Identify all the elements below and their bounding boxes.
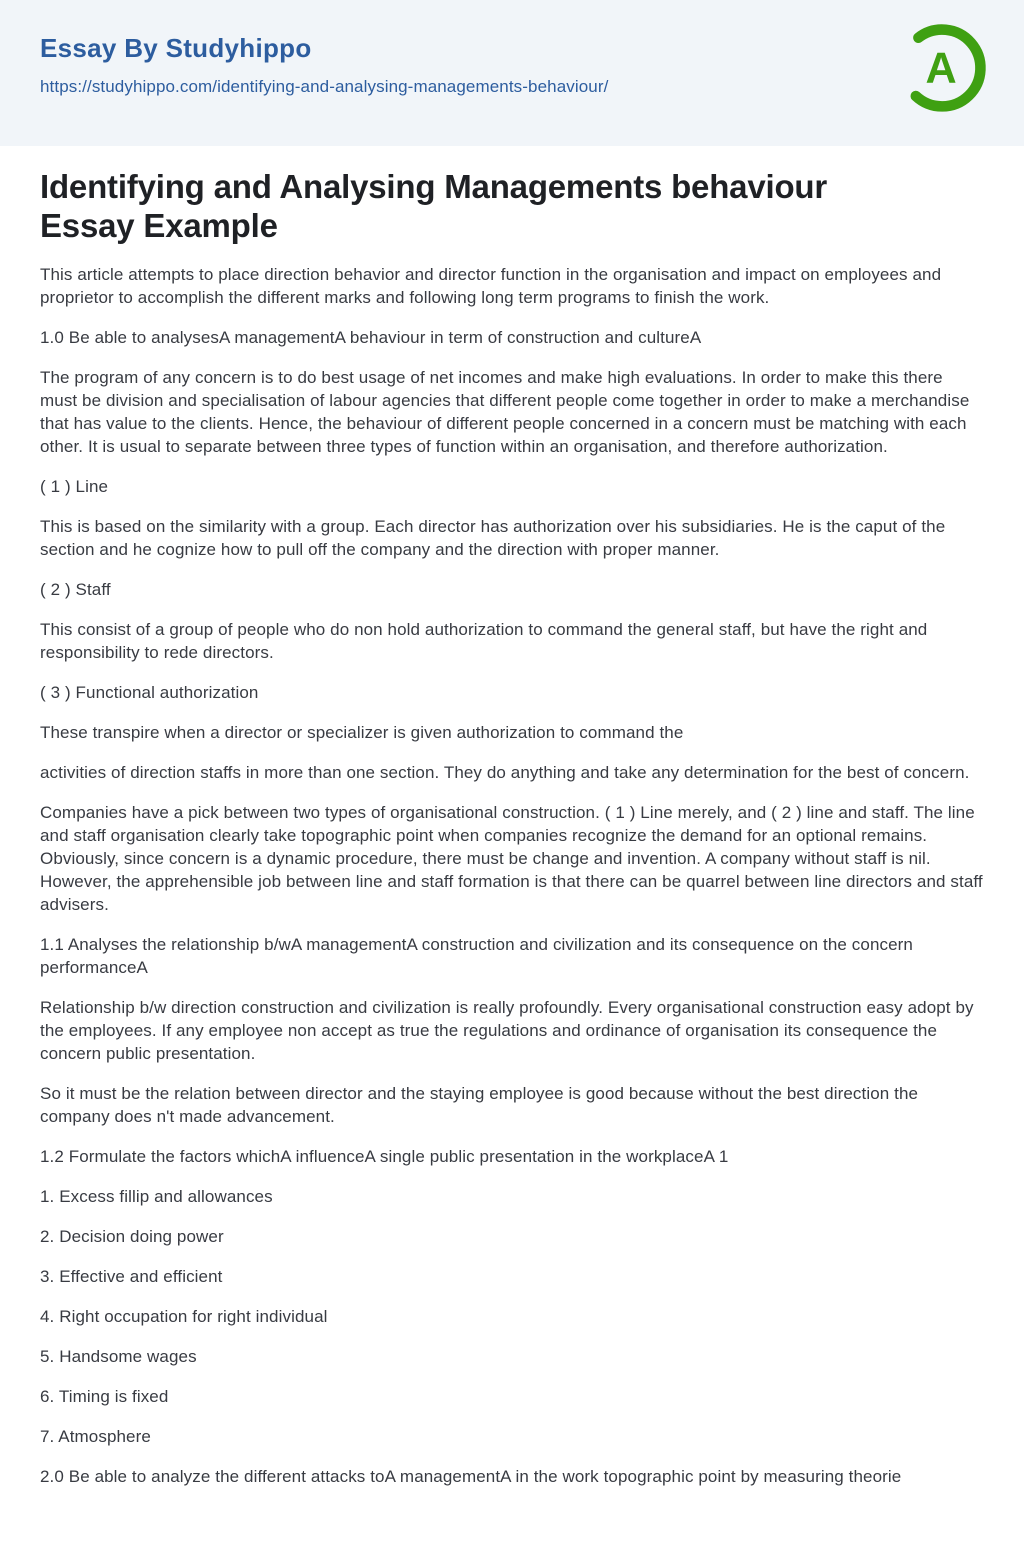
essay-body [40, 263, 984, 1488]
essay-paragraph: Relationship b/w direction construction and civilization is really profoundly. Every organisational construction easy adopt by the employees. If any employee non accept as true the regulations and ordinance of organisation its consequence the concern public presentation. [40, 997, 974, 1063]
essay-paragraph: ( 1 ) Line [40, 476, 109, 496]
essay-paragraph: 5. Handsome wages [40, 1346, 197, 1366]
essay-paragraph: 2. Decision doing power [40, 1226, 224, 1246]
essay-paragraph: This consist of a group of people who do non hold authorization to command the general staff, but have the right and responsibility to rede directors. [40, 619, 928, 662]
site-header [0, 0, 1024, 146]
essay-paragraph: This is based on the similarity with a group. Each director has authorization over his subsidiaries. He is the caput of the section and he cognize how to pull off the company and the direction with proper manner. [40, 516, 946, 559]
essay-paragraph: 1. Excess fillip and allowances [40, 1186, 273, 1206]
essay-paragraph: These transpire when a director or specializer is given authorization to command the [40, 722, 684, 742]
essay-paragraph: This article attempts to place direction behavior and director function in the organisation and impact on employees and proprietor to accomplish the different marks and following long term programs to finish the work. [40, 264, 942, 307]
essay-paragraph: 1.1 Analyses the relationship b/wA managementA construction and civilization and its consequence on the concern performanceA [40, 934, 913, 977]
essay-paragraph: 2.0 Be able to analyze the different attacks toA managementA in the work topographic point by measuring theorie [40, 1466, 902, 1486]
header-text [40, 34, 608, 97]
essay-paragraph: 6. Timing is fixed [40, 1386, 169, 1406]
essay-paragraph: The program of any concern is to do best usage of net incomes and make high evaluations. In order to make this there must be division and specialisation of labour agencies that different people come together in order to make a merchandise that has value to the clients. Hence, the behaviour of different people concerned in a concern must be matching with each other. It is usual to separate between three types of function within an organisation, and therefore authorization. [40, 367, 970, 456]
essay-paragraph: 1.0 Be able to analysesA managementA behaviour in term of construction and cultureA [40, 327, 702, 347]
studyhippo-logo-icon [894, 20, 990, 116]
brand-title: Essay By Studyhippo [40, 33, 312, 63]
essay-main [0, 146, 1024, 1548]
essay-paragraph: 1.2 Formulate the factors whichA influenceA single public presentation in the workplaceA 1 [40, 1146, 729, 1166]
essay-paragraph: activities of direction staffs in more than one section. They do anything and take any determination for the best of concern. [40, 762, 970, 782]
essay-paragraph: 3. Effective and efficient [40, 1266, 223, 1286]
essay-paragraph: Companies have a pick between two types of organisational construction. ( 1 ) Line merely, and ( 2 ) line and staff. The line and staff organisation clearly take topographic point when companies recognize the demand for an optional remains. Obviously, since concern is a dynamic procedure, there must be change and invention. A company without staff is nil. However, the apprehensible job between line and staff formation is that there can be quarrel between line directors and staff advisers. [40, 802, 983, 914]
page-url: https://studyhippo.com/identifying-and-analysing-managements-behaviour/ [40, 76, 609, 96]
essay-paragraph: ( 2 ) Staff [40, 579, 111, 599]
essay-paragraph: 4. Right occupation for right individual [40, 1306, 328, 1326]
logo-letter: A [925, 44, 957, 93]
essay-title: Identifying and Analysing Managements behaviour Essay Example [40, 168, 827, 244]
essay-paragraph: So it must be the relation between director and the staying employee is good because without the best direction the company does n't made advancement. [40, 1083, 919, 1126]
essay-paragraph: 7. Atmosphere [40, 1426, 151, 1446]
essay-paragraph: ( 3 ) Functional authorization [40, 682, 259, 702]
